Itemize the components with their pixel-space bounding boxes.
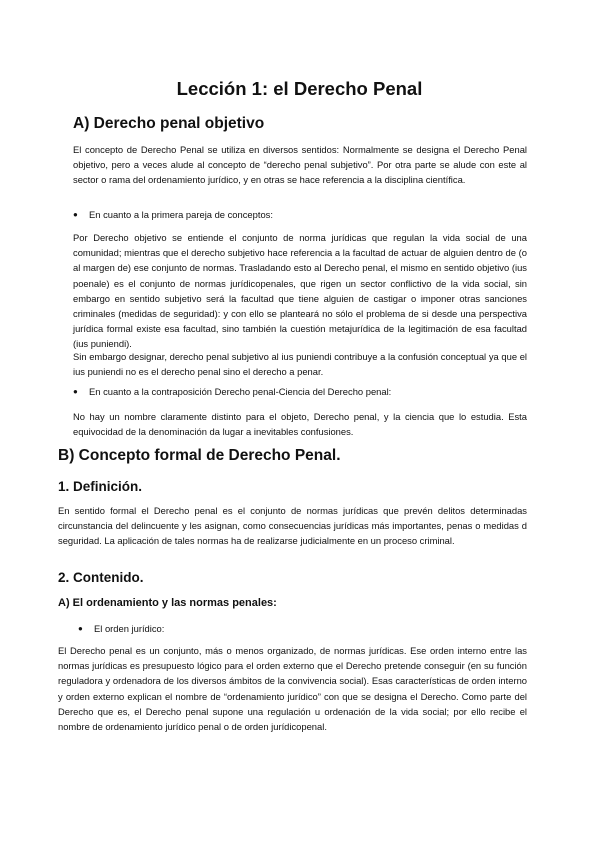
content-paragraph: El Derecho penal es un conjunto, más o menos organizado, de normas jurídicas. Ese orden interno entre las normas jurídicas es presupuesto lógico para el orden externo que el Derecho pretende conseguir (en su función reguladora y ordenadora de los diversos ámbitos de la convivencia social). Esas características de orden interno y orden externo explican el nombre de “ordenamiento jurídico” con que se designa el Derecho. Como parte del Derecho que es, el Derecho penal supone una regulación u ordenación de la vida social; por ello recibe el nombre de ordenamiento jurídico penal o de orden jurídicopenal. — [58, 645, 527, 733]
bullet-icon: ● — [78, 624, 83, 633]
definition-paragraph: En sentido formal el Derecho penal es el conjunto de normas jurídicas que prevén delitos determinadas circunstancia del delincuente y les asignan, como consecuencias jurídicas más importantes, penas o medidas d seguridad. La aplicación de tales normas ha de realizarse judicialmente en un proceso criminal. — [58, 505, 527, 547]
page-title: Lección 1: el Derecho Penal — [176, 78, 423, 99]
subsection-ordenamiento-heading: A) El ordenamiento y las normas penales: — [58, 597, 277, 609]
bullet-text: El orden jurídico: — [94, 623, 165, 634]
section-b-heading: B) Concepto formal de Derecho Penal. — [58, 447, 341, 464]
bullet-text: En cuanto a la primera pareja de conceptos: — [89, 209, 273, 220]
section-a-paragraph-2: Sin embargo designar, derecho penal subjetivo al ius puniendi contribuye a la confusión conceptual ya que el ius puniendi no es el derecho penal sino el derecho a penar. — [73, 351, 527, 378]
section-a-intro: El concepto de Derecho Penal se utiliza en diversos sentidos: Normalmente se designa el Derecho Penal objetivo, pero a veces alude al concepto de “derecho penal subjetivo”. Por otra parte se alude con este al sector o rama del ordenamiento jurídico, y en otras se hace referencia a la disciplina científica. — [73, 144, 527, 186]
subsection-content-heading: 2. Contenido. — [58, 570, 144, 585]
section-a-paragraph-1: Por Derecho objetivo se entiende el conjunto de norma jurídicas que regulan la vida social de una comunidad; mientras que el derecho subjetivo hace referencia a la facultad de actuar de alguien dentro de (o al margen de) ese conjunto de normas. Trasladando esto al Derecho penal, el mismo en sentido objetivo (ius poenale) es el conjunto de normas jurídicopenales, que rigen un sector conflictivo de la vida social, sin embargo en sentido subjetivo será la facultad que tiene alguien de castigar o imponer otras sanciones criminales (medidas de seguridad): y con ello se planteará no sólo el problema de si desde una perspectiva jurídica formal existe esa facultad, sino también la cuestión metajurídica de la legitimación de esa facultad (ius puniendi). — [73, 232, 527, 350]
section-a-heading: A) Derecho penal objetivo — [73, 115, 265, 132]
section-a-paragraph-3: No hay un nombre claramente distinto para el objeto, Derecho penal, y la ciencia que lo estudia. Esta equivocidad de la denominación da lugar a inevitables confusiones. — [73, 411, 527, 438]
bullet-text: En cuanto a la contraposición Derecho penal-Ciencia del Derecho penal: — [89, 386, 392, 397]
bullet-icon: ● — [73, 387, 78, 396]
bullet-icon: ● — [73, 210, 78, 219]
subsection-definition-heading: 1. Definición. — [58, 479, 143, 494]
